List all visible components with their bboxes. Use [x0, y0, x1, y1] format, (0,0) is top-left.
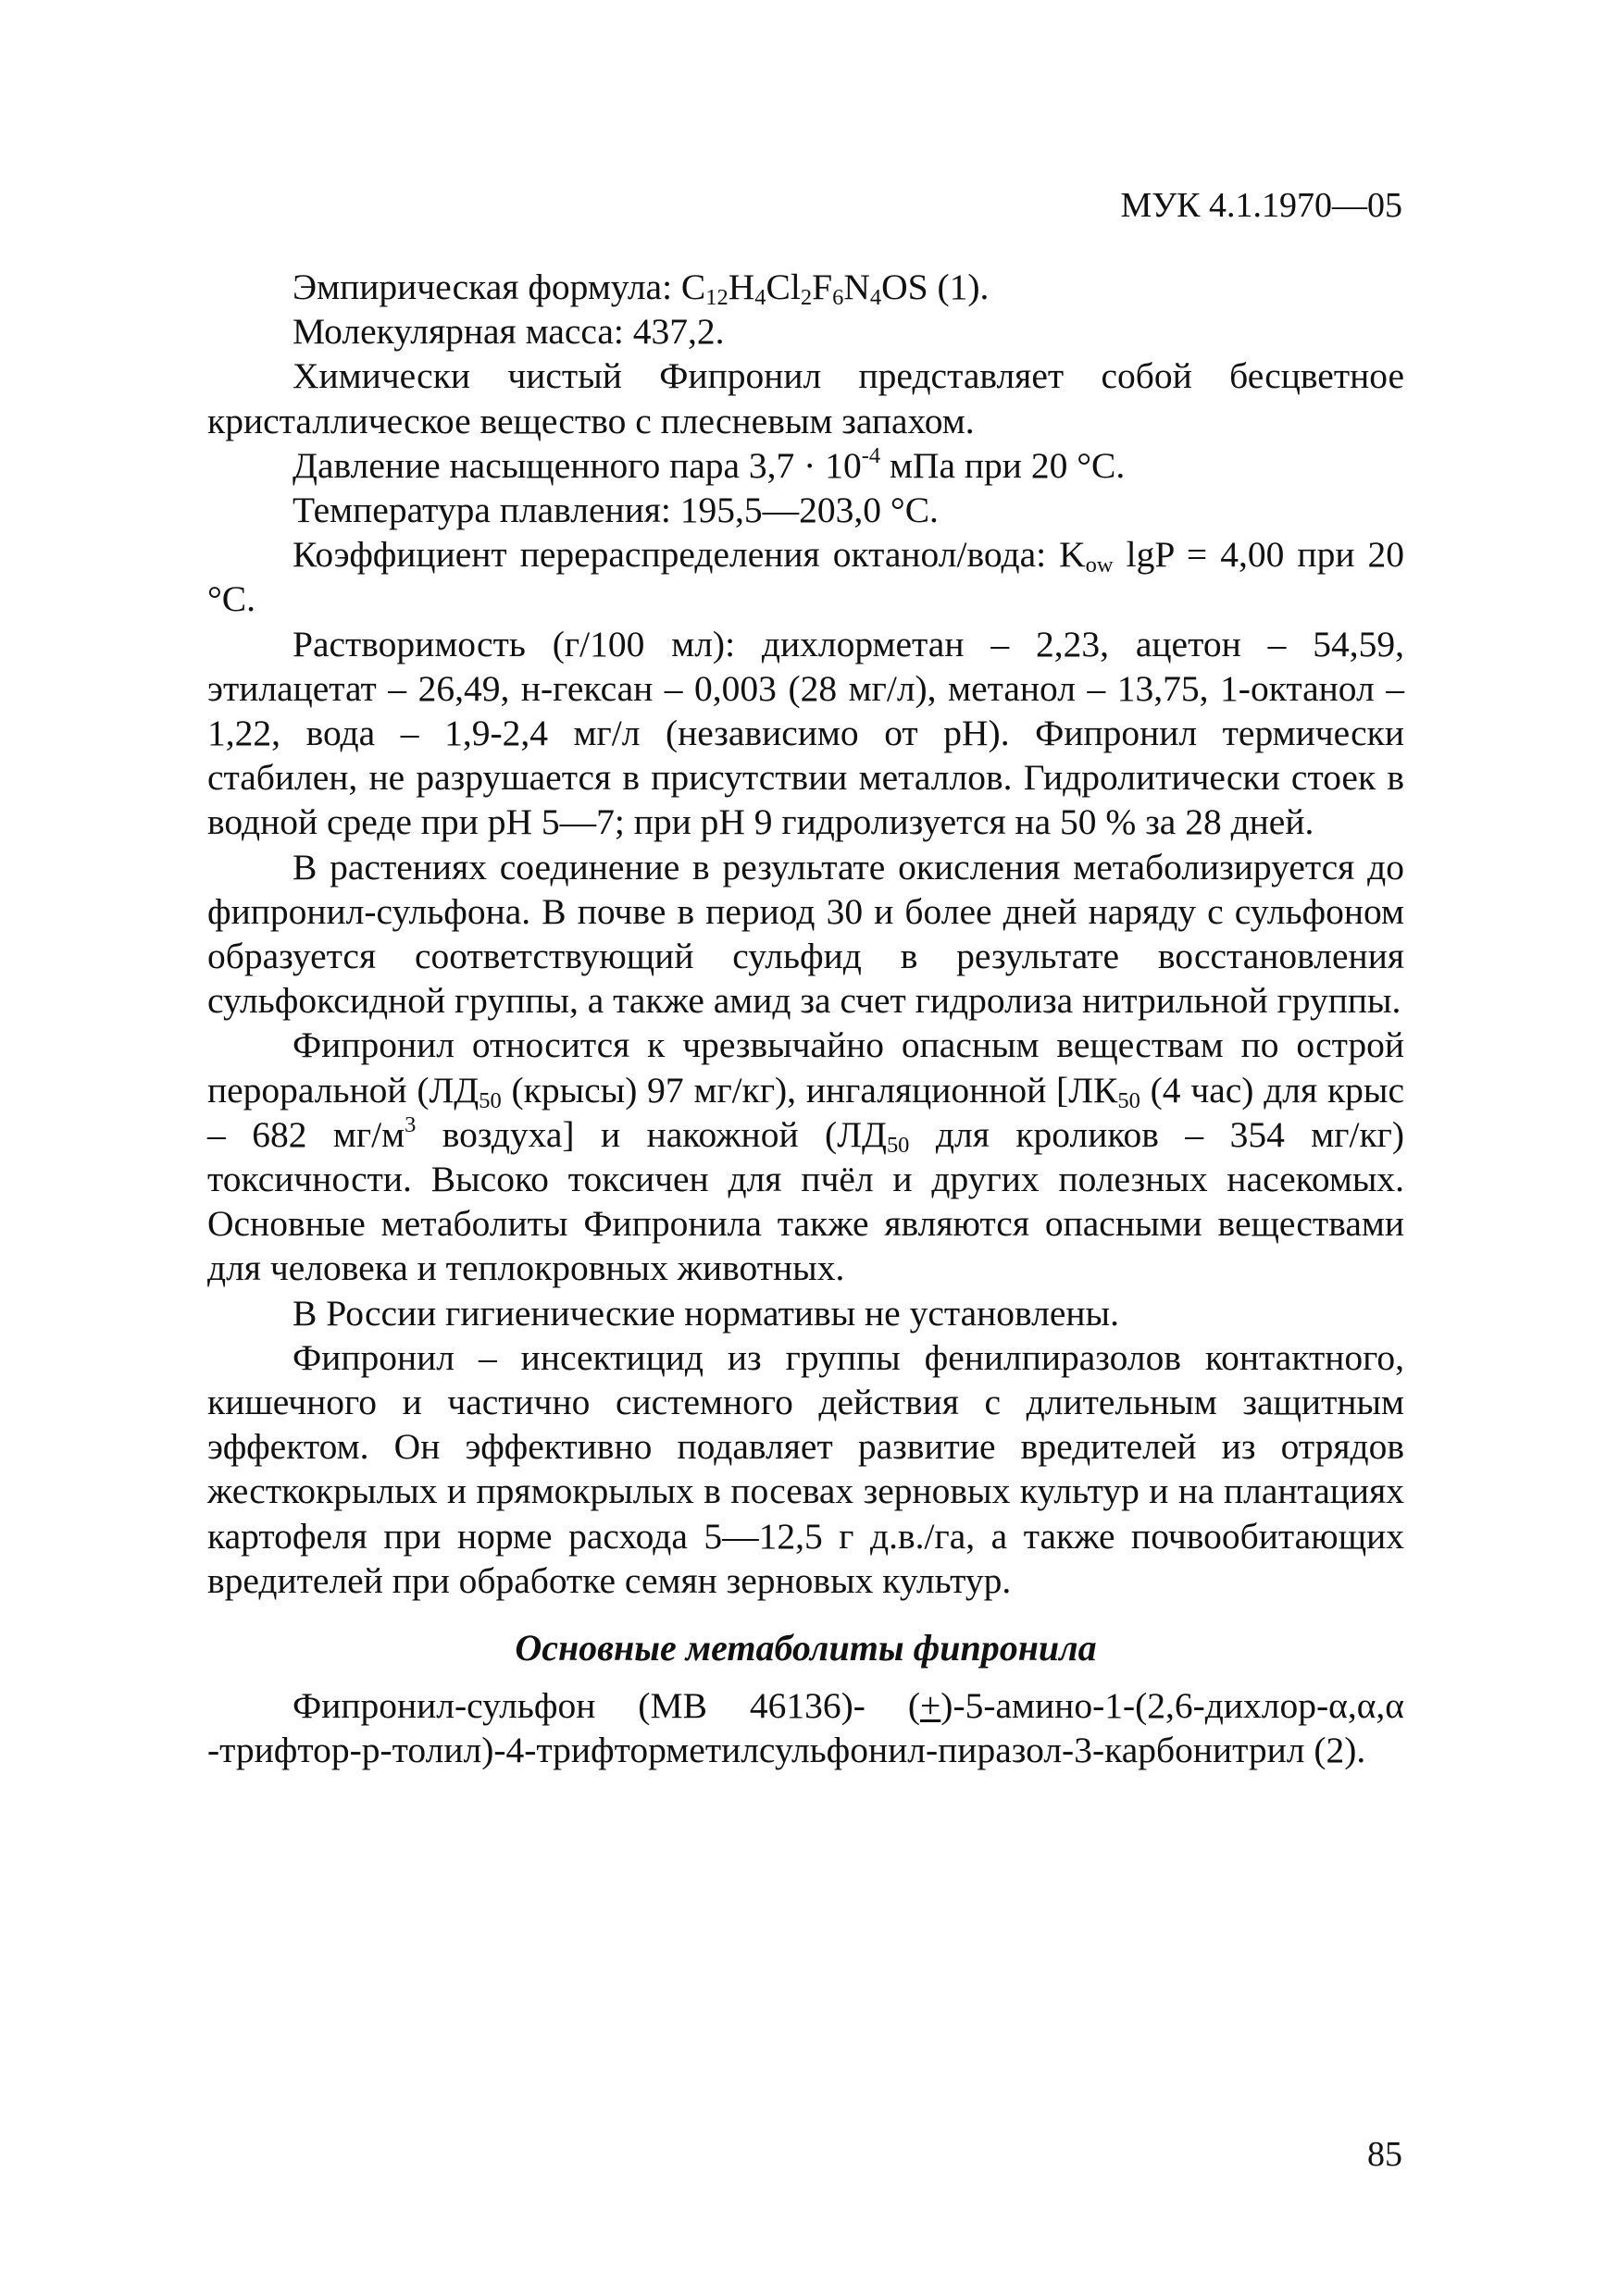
document-code: МУК 4.1.1970—05 — [1120, 186, 1402, 225]
appearance-paragraph: Химически чистый Фипронил представляет собой бесцветное кристаллическое вещество с плесневым запахом. — [207, 355, 1404, 441]
partition-coefficient-paragraph: Коэффициент перераспределения октанол/вода: $K_{ow}$ lgP = 4,00 при 20 °С. — [207, 534, 1405, 620]
melting-point-paragraph: Температура плавления: 195,5—203,0 °С. — [293, 490, 939, 531]
plants-metabolism-paragraph: В растениях соединение в результате окисления метаболизируется до фипронил-сульфона. В почве в период 30 и более дней наряду с сульфоном образуется соответствующий сульфид в результате восстановления сульфоксидной группы, а также амид за счет гидролиза нитрильной группы. — [207, 846, 1404, 1022]
molecular-mass-paragraph: Молекулярная масса: 437,2. — [293, 311, 725, 353]
hygiene-norms-paragraph: В России гигиенические нормативы не установлены. — [293, 1292, 1119, 1334]
formula-paragraph: Эмпирическая формула: $C_{12}H_4Cl_2F_6N_4OS$ (1). — [293, 267, 990, 311]
document-body — [207, 265, 1404, 1773]
solubility-paragraph: Растворимость (г/100 мл): дихлорметан – 2,23, ацетон – 54,59, этилацетат – 26,49, н-гексан – 0,003 (28 мг/л), метанол – 13,75, 1-октанол – 1,22, вода – 1,9-2,4 мг/л (независимо от pH). Фипронил термически стабилен, не разрушается в присутствии металлов. Гидролитически стоек в водной среде при pH 5—7; при pH 9 гидролизуется на 50 % за 28 дней. — [207, 623, 1404, 843]
vapor-pressure-paragraph: Давление насыщенного пара $3,7 \cdot 10^{-4}$ мПа при 20 °С. — [293, 442, 1126, 486]
metabolite-paragraph: Фипронил-сульфон (МВ 46136)- (+)-5-амино-1-(2,6-дихлор-α,α,α -трифтор-р-толил)-4-трифторметилсульфонил-пиразол-3-карбонитрил (2). — [207, 1685, 1404, 1771]
page-number: 85 — [1367, 2135, 1402, 2174]
toxicity-paragraph: Фипронил относится к чрезвычайно опасным веществам по острой пероральной ($ЛД_{50}$ (крысы) 97 мг/кг), ингаляционной [$ЛК_{50}$ (4 час) для крыс – 682 $мг/м^3$ воздуха] и накожной ($ЛД_{50}$ для кроликов – 354 мг/кг) токсичности. Высоко токсичен для пчёл и других полезных насекомых. Основные метаболиты Фипронила также являются опасными веществами для человека и теплокровных животных. — [207, 1024, 1405, 1289]
section-title: Основные метаболиты фипронила — [515, 1627, 1097, 1669]
usage-paragraph: Фипронил – инсектицид из группы фенилпиразолов контактного, кишечного и частично системного действия с длительным защитным эффектом. Он эффективно подавляет развитие вредителей из отрядов жесткокрылых и прямокрылых в посевах зерновых культур и на плантациях картофеля при норме расхода 5—12,5 г д.в./га, а также почвообитающих вредителей при обработке семян зерновых культур. — [207, 1336, 1404, 1601]
